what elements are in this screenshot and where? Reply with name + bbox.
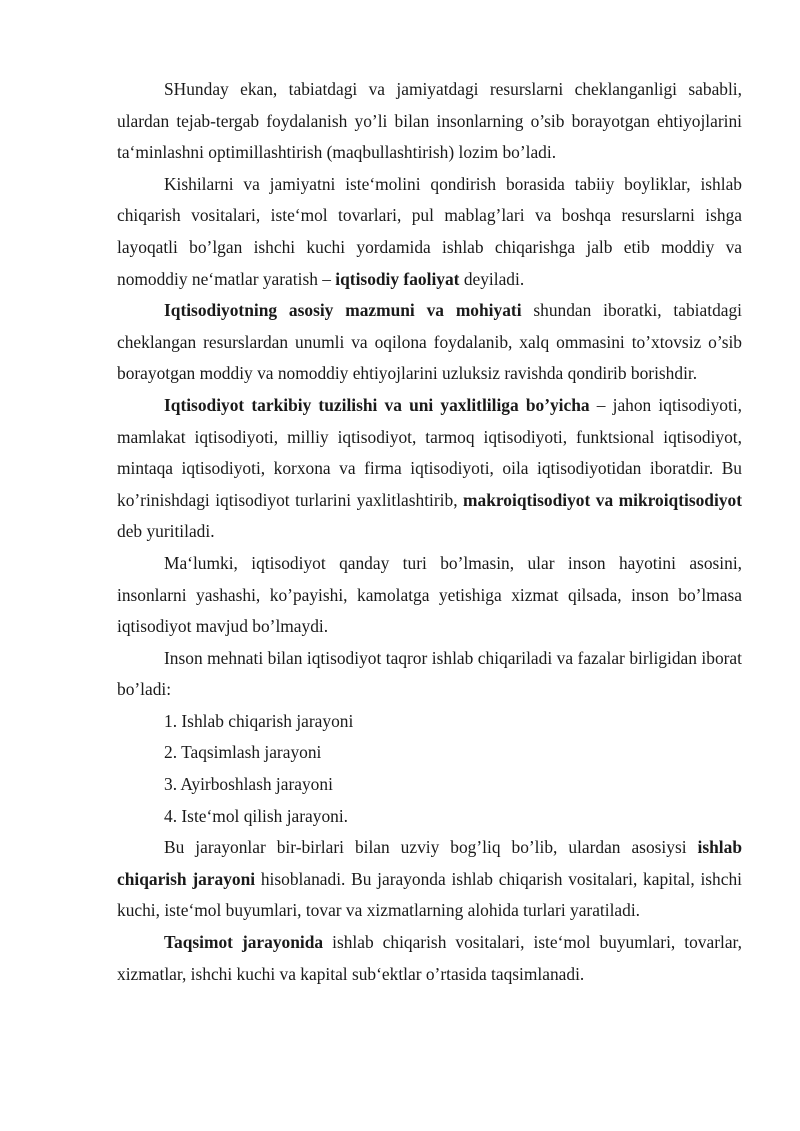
text-run: SHunday ekan, tabiatdagi va jamiyatdagi resurslarni cheklanganligi sababli, ulardan tejab-tergab foydalanish yo’li bilan insonlarning o’sib borayotgan ehtiyojlarini ta‘minlashni optimillashtirish (maqbullashtirish) lozim bo’ladi. (117, 79, 742, 163)
list-item (117, 706, 742, 738)
text-run: Ma‘lumki, iqtisodiyot qanday turi bo’lmasin, ular inson hayotini asosini, insonlarni yashashi, ko’payishi, kamolatga yetishiga xizmat qilsada, inson bo’lmasa iqtisodiyot mavjud bo’lmaydi. (117, 552, 742, 637)
bold-term: iqtisodiy faoliyat (335, 268, 460, 289)
bold-term: Iqtisodiyotning asosiy mazmuni va mohiyati (164, 300, 522, 321)
paragraph (117, 548, 742, 643)
text-run: 3. Ayirboshlash jarayoni (164, 774, 333, 795)
text-run: Bu jarayonlar bir-birlari bilan uzviy bog’liq bo’lib, ulardan asosiysi (164, 837, 698, 858)
list-item (117, 769, 742, 801)
bold-term: Taqsimot jarayonida (164, 932, 324, 953)
text-run: Inson mehnati bilan iqtisodiyot taqror ishlab chiqariladi va fazalar birligidan iborat bo’ladi: (117, 647, 742, 700)
paragraph (117, 295, 742, 390)
text-run: – jahon iqtisodiyoti, mamlakat iqtisodiyoti, milliy iqtisodiyot, tarmoq iqtisodiyoti, funktsional iqtisodiyot, mintaqa iqtisodiyoti, korxona va firma iqtisodiyoti, oila iqtisodiyotidan iboratdir. Bu ko’rinishdagi iqtisodiyot turlarini yaxlitlashtirib, (117, 394, 742, 510)
text-run: deyiladi. (459, 268, 525, 289)
bold-term: ishlab chiqarish jarayoni (117, 837, 742, 889)
document-body (117, 74, 742, 990)
text-run: 4. Iste‘mol qilish jarayoni. (164, 805, 349, 826)
text-run: hisoblanadi. Bu jarayonda ishlab chiqarish vositalari, kapital, ishchi kuchi, iste‘mol buyumlari, tovar va xizmatlarning alohida turlari yaratiladi. (117, 868, 742, 921)
paragraph (117, 927, 742, 990)
text-run: 1. Ishlab chiqarish jarayoni (164, 710, 354, 731)
paragraph (117, 390, 742, 548)
text-run: Kishilarni va jamiyatni iste‘molini qondirish borasida tabiiy boyliklar, ishlab chiqarish vositalari, iste‘mol tovarlari, pul mablag’lari va boshqa resurslarni ishga layoqatli bo’lgan ishchi kuchi yordamida ishlab chiqarishga jalb etib moddiy va nomoddiy ne‘matlar yaratish – (117, 173, 742, 289)
paragraph (117, 832, 742, 927)
paragraph (117, 74, 742, 169)
list-item (117, 737, 742, 769)
paragraph (117, 643, 742, 706)
text-run: ishlab chiqarish vositalari, iste‘mol buyumlari, tovarlar, xizmatlar, ishchi kuchi va kapital sub‘ektlar o’rtasida taqsimlanadi. (117, 932, 743, 984)
bold-term: Iqtisodiyot tarkibiy tuzilishi va uni yaxlitliliga bo’yicha (164, 394, 590, 415)
text-run: 2. Taqsimlash jarayoni (164, 742, 322, 763)
paragraph (117, 169, 742, 295)
text-run: shundan iboratki, tabiatdagi cheklangan resurslardan unumli va oqilona foydalanib, xalq ommasini to’xtovsiz o’sib borayotgan moddiy va nomoddiy ehtiyojlarini uzluksiz ravishda qondirib borishdir. (117, 300, 743, 384)
list-item (117, 801, 742, 833)
bold-term: makroiqtisodiyot va mikroiqtisodiyot (463, 489, 742, 510)
text-run: deb yuritiladi. (117, 521, 215, 542)
